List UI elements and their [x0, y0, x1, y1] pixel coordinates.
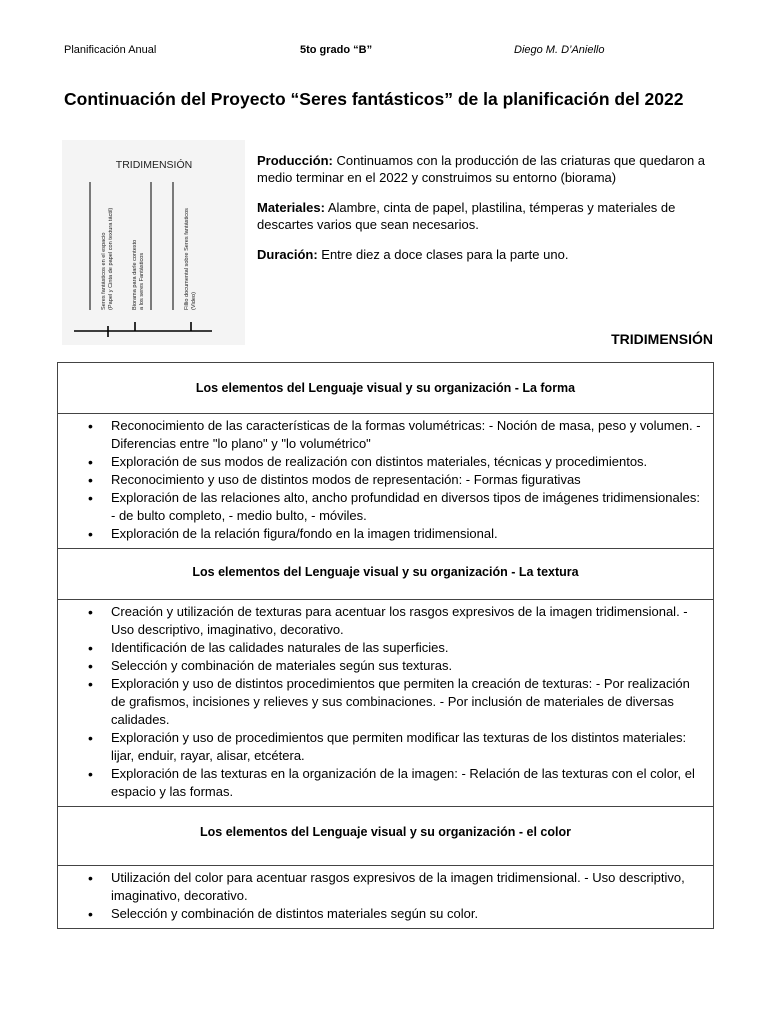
list-item: • Utilización del color para acentuar rasgos expresivos de la imagen tridimensional. - Uso descriptivo, imaginativo, decorativo.: [58, 869, 705, 905]
diagram-col3-line1: Fillio documental sobre Seres fantásticos: [184, 208, 190, 310]
list-item: • Exploración de sus modos de realización con distintos materiales, técnicas y procedimientos.: [58, 453, 705, 471]
materiales-text: Alambre, cinta de papel, plastilina, témperas y materiales de descartes varios que sean necesarios.: [257, 200, 676, 232]
table-header-cell: [58, 807, 714, 866]
list-item: • Exploración y uso de distintos procedimientos que permiten la creación de texturas: - Por realización de grafismos, incisiones y relieves y sus combinaciones. - Por inclusión de materiales de diversas calidades.: [58, 675, 705, 729]
table-cell: [58, 414, 714, 549]
list-color: [58, 866, 713, 928]
list-item: • Exploración de las relaciones alto, ancho profundidad en diversos tipos de imágenes tridimensionales: - de bulto completo, - medio bulto, - móviles.: [58, 489, 705, 525]
list-item: • Exploración de la relación figura/fondo en la imagen tridimensional.: [58, 525, 705, 543]
table-header-cell: [58, 549, 714, 600]
list-item: • Identificación de las calidades naturales de las superficies.: [58, 639, 705, 657]
list-item: • Selección y combinación de distintos materiales según su color.: [58, 905, 705, 923]
section-title-forma: Los elementos del Lenguaje visual y su organización - La forma: [195, 381, 576, 395]
produccion-text: Continuamos con la producción de las criaturas que quedaron a medio terminar en el 2022 y construimos su entorno (biorama): [257, 153, 706, 185]
table-header-row: [58, 363, 714, 414]
materiales-label: Materiales:: [257, 200, 325, 215]
table-header-cell: [58, 363, 714, 414]
table-row: [58, 866, 714, 929]
duracion-paragraph: [257, 246, 709, 263]
diagram-col1-line2: (Papel y Cinta de papel con textura táctil): [108, 207, 114, 310]
produccion-label: Producción:: [257, 153, 333, 168]
section-heading: TRIDIMENSIÓN: [611, 331, 713, 347]
diagram-col2-line2: a los seres Fantásticos: [139, 252, 145, 310]
table-header-row: [58, 549, 714, 600]
page-title: Continuación del Proyecto “Seres fantásticos” de la planificación del 2022: [64, 89, 684, 109]
section-title-textura: Los elementos del Lenguaje visual y su organización - La textura: [192, 565, 579, 579]
diagram-col3-line2: (Video): [191, 292, 197, 310]
duracion-text: Entre diez a doce clases para la parte uno.: [317, 247, 569, 262]
contents-table: [57, 362, 714, 929]
diagram-heading: TRIDIMENSIÓN: [115, 159, 193, 171]
duracion-label: Duración:: [257, 247, 318, 262]
diagram-col1-line1: Seres fantásticos en el espacio: [101, 232, 107, 310]
list-textura: [58, 600, 713, 806]
list-item: • Exploración y uso de procedimientos que permiten modificar las texturas de los distintos materiales: lijar, enduir, rayar, alisar, etcétera.: [58, 729, 705, 765]
list-item: • Reconocimiento y uso de distintos modos de representación: - Formas figurativas: [58, 471, 705, 489]
list-item: • Reconocimiento de las características de la formas volumétricas: - Noción de masa, peso y volumen. - Diferencias entre "lo plano" y "lo volumétrico": [58, 417, 705, 453]
table-cell: [58, 866, 714, 929]
header-left-text: Planificación Anual: [64, 44, 157, 56]
table-cell: [58, 600, 714, 807]
materiales-paragraph: [257, 199, 709, 233]
list-item: • Selección y combinación de materiales según sus texturas.: [58, 657, 705, 675]
tridimension-diagram: [62, 140, 245, 345]
list-forma: [58, 414, 713, 548]
diagram-col2-line1: Biorama para darle contexto: [132, 239, 138, 310]
project-info: [257, 152, 709, 276]
produccion-paragraph: [257, 152, 709, 186]
section-title-color: Los elementos del Lenguaje visual y su organización - el color: [200, 825, 571, 839]
table-header-row: [58, 807, 714, 866]
table-row: [58, 414, 714, 549]
header-grade-text: 5to grado “B”: [300, 44, 373, 56]
header-author-text: Diego M. D’Aniello: [514, 44, 605, 56]
table-row: [58, 600, 714, 807]
list-item: • Creación y utilización de texturas para acentuar los rasgos expresivos de la imagen tridimensional. - Uso descriptivo, imaginativo, decorativo.: [58, 603, 705, 639]
list-item: • Exploración de las texturas en la organización de la imagen: - Relación de las texturas con el color, el espacio y las formas.: [58, 765, 705, 801]
